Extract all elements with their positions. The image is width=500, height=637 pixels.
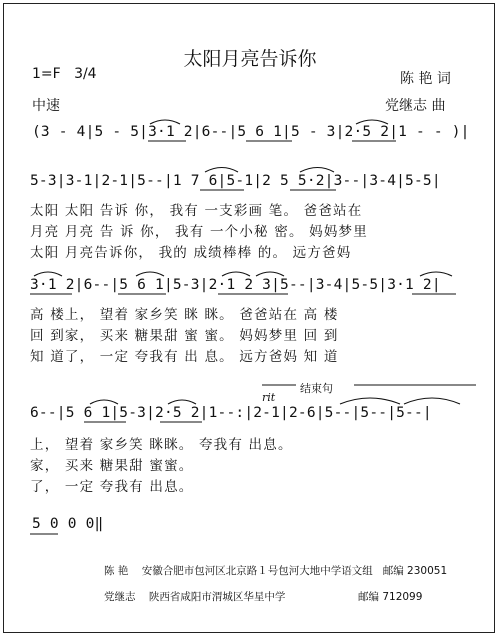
- composer-credit: 党继志 曲: [385, 98, 446, 114]
- system-2-notes: 3·1 2|6--|5 6 1|5-3|2·1 2 3|5--|3-4|5-5|3·1 2|: [30, 277, 441, 293]
- system-1-lyric-verse-2: 月亮 月亮 告 诉 你， 我有 一个小秘 密。 妈妈梦里: [30, 224, 368, 240]
- footer-name: 陈 艳: [104, 565, 129, 577]
- system-1-lyric-verse-3: 太阳 月亮告诉你， 我的 成绩棒棒 的。 远方爸妈: [30, 245, 352, 261]
- footer-postal: 邮编 230051: [382, 565, 448, 577]
- system-1-notes: 5-3|3-1|2-1|5--|1 7 6|5-1|2 5 5·2|3--|3-4|5-5|: [30, 173, 441, 189]
- system-2-lyric-verse-1: 高 楼上， 望着 家乡笑 眯 眯。 爸爸站在 高 楼: [30, 307, 339, 323]
- system-3-lyric-verse-1: 上， 望着 家乡笑 眯眯。 夸我有 出息。: [30, 437, 293, 453]
- footer-name: 党继志: [104, 591, 136, 603]
- tempo-marking: 中速: [32, 98, 60, 114]
- system-2-lyric-verse-2: 回 到家， 买来 糖果甜 蜜 蜜。 妈妈梦里 回 到: [30, 328, 339, 344]
- key-signature: [32, 66, 97, 82]
- system-3-lyric-verse-3: 了， 一定 夸我有 出息。: [30, 479, 194, 495]
- final-notes: 5 0 0 0‖: [32, 516, 104, 532]
- song-title: 太阳月亮告诉你: [183, 48, 317, 70]
- rit-marking: rit: [262, 391, 276, 404]
- time-signature: 3/4: [74, 66, 97, 82]
- footer-address: 安徽合肥市包河区北京路１号包河大地中学语文组: [141, 565, 373, 577]
- system-3-lyric-verse-2: 家， 买来 糖果甜 蜜蜜。: [30, 458, 194, 474]
- ending-marking: 结束句: [300, 382, 333, 395]
- key: 1=F: [32, 66, 61, 82]
- lyricist-credit: 陈 艳 词: [400, 71, 451, 87]
- footer-line-2: [104, 589, 285, 604]
- system-1-lyric-verse-1: 太阳 太阳 告诉 你， 我有 一支彩画 笔。 爸爸站在: [30, 203, 363, 219]
- footer-address: 陕西省咸阳市渭城区华星中学: [148, 591, 286, 603]
- footer-line-1: [104, 563, 447, 578]
- system-3-notes: 6--|5 6 1|5-3|2·5 2|1--:|2-1|2-6|5--|5--|5--|: [30, 405, 432, 421]
- intro-notation: (3 - 4|5 - 5|3·1 2|6--|5 6 1|5 - 3|2·5 2|1 - - )|: [32, 124, 470, 140]
- footer-postal-2: 邮编 712099: [358, 591, 423, 603]
- system-2-lyric-verse-3: 知 道了， 一定 夸我有 出 息。 远方爸妈 知 道: [30, 349, 339, 365]
